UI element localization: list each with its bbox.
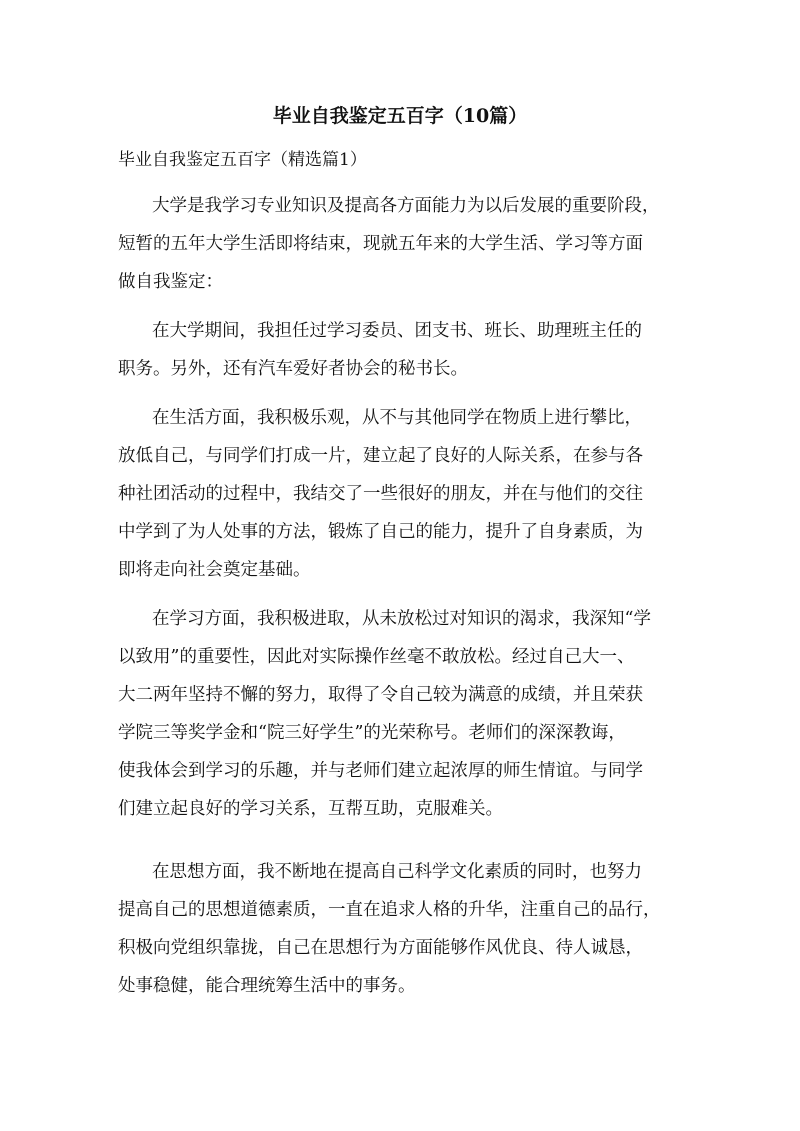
paragraph-line: 们建立起良好的学习关系，互帮互助，克服难关。: [118, 799, 503, 819]
paragraph-line: 提高自己的思想道德素质，一直在追求人格的升华，注重自己的品行，: [118, 900, 661, 920]
paragraph-line: 学院三等奖学金和“院三好学生”的光荣称号。老师们的深深教诲，: [118, 723, 626, 743]
paragraph-line: 在生活方面，我积极乐观，从不与其他同学在物质上进行攀比，: [152, 408, 642, 428]
paragraph-line: 在学习方面，我积极进取，从未放松过对知识的渴求，我深知“学: [152, 609, 651, 629]
paragraph-line: 做自我鉴定：: [118, 272, 223, 292]
paragraph-line: 即将走向社会奠定基础。: [118, 560, 311, 580]
paragraph-5: [118, 853, 684, 1005]
paragraph-1: [118, 187, 684, 301]
paragraph-line: 处事稳健，能合理统筹生活中的事务。: [118, 976, 416, 996]
document-title: 毕业自我鉴定五百字（10篇）: [272, 105, 528, 127]
paragraph-line: 以致用”的重要性，因此对实际操作丝毫不敢放松。经过自己大一、: [118, 647, 635, 667]
paragraph-line: 使我体会到学习的乐趣，并与老师们建立起浓厚的师生情谊。与同学: [118, 761, 643, 781]
paragraph-4: [118, 600, 684, 828]
paragraph-line: 职务。另外，还有汽车爱好者协会的秘书长。: [118, 359, 468, 379]
paragraph-line: 在思想方面，我不断地在提高自己科学文化素质的同时，也努力: [152, 862, 642, 882]
paragraph-line: 种社团活动的过程中，我结交了一些很好的朋友，并在与他们的交往: [118, 484, 643, 504]
paragraph-line: 积极向党组织靠拢，自己在思想行为方面能够作风优良、待人诚恳，: [118, 938, 643, 958]
paragraph-line: 大二两年坚持不懈的努力，取得了令自己较为满意的成绩，并且荣获: [118, 685, 643, 705]
paragraph-2: [118, 312, 684, 388]
paragraph-line: 大学是我学习专业知识及提高各方面能力为以后发展的重要阶段，: [152, 196, 660, 216]
paragraph-line: 短暂的五年大学生活即将结束，现就五年来的大学生活、学习等方面: [118, 234, 643, 254]
paragraph-line: 放低自己，与同学们打成一片，建立起了良好的人际关系，在参与各: [118, 446, 643, 466]
paragraph-line: 中学到了为人处事的方法，锻炼了自己的能力，提升了自身素质，为: [118, 522, 643, 542]
paragraph-3: [118, 399, 684, 589]
paragraph-line: 在大学期间，我担任过学习委员、团支书、班长、助理班主任的: [152, 321, 642, 341]
section-subtitle: 毕业自我鉴定五百字（精选篇1）: [118, 150, 367, 170]
